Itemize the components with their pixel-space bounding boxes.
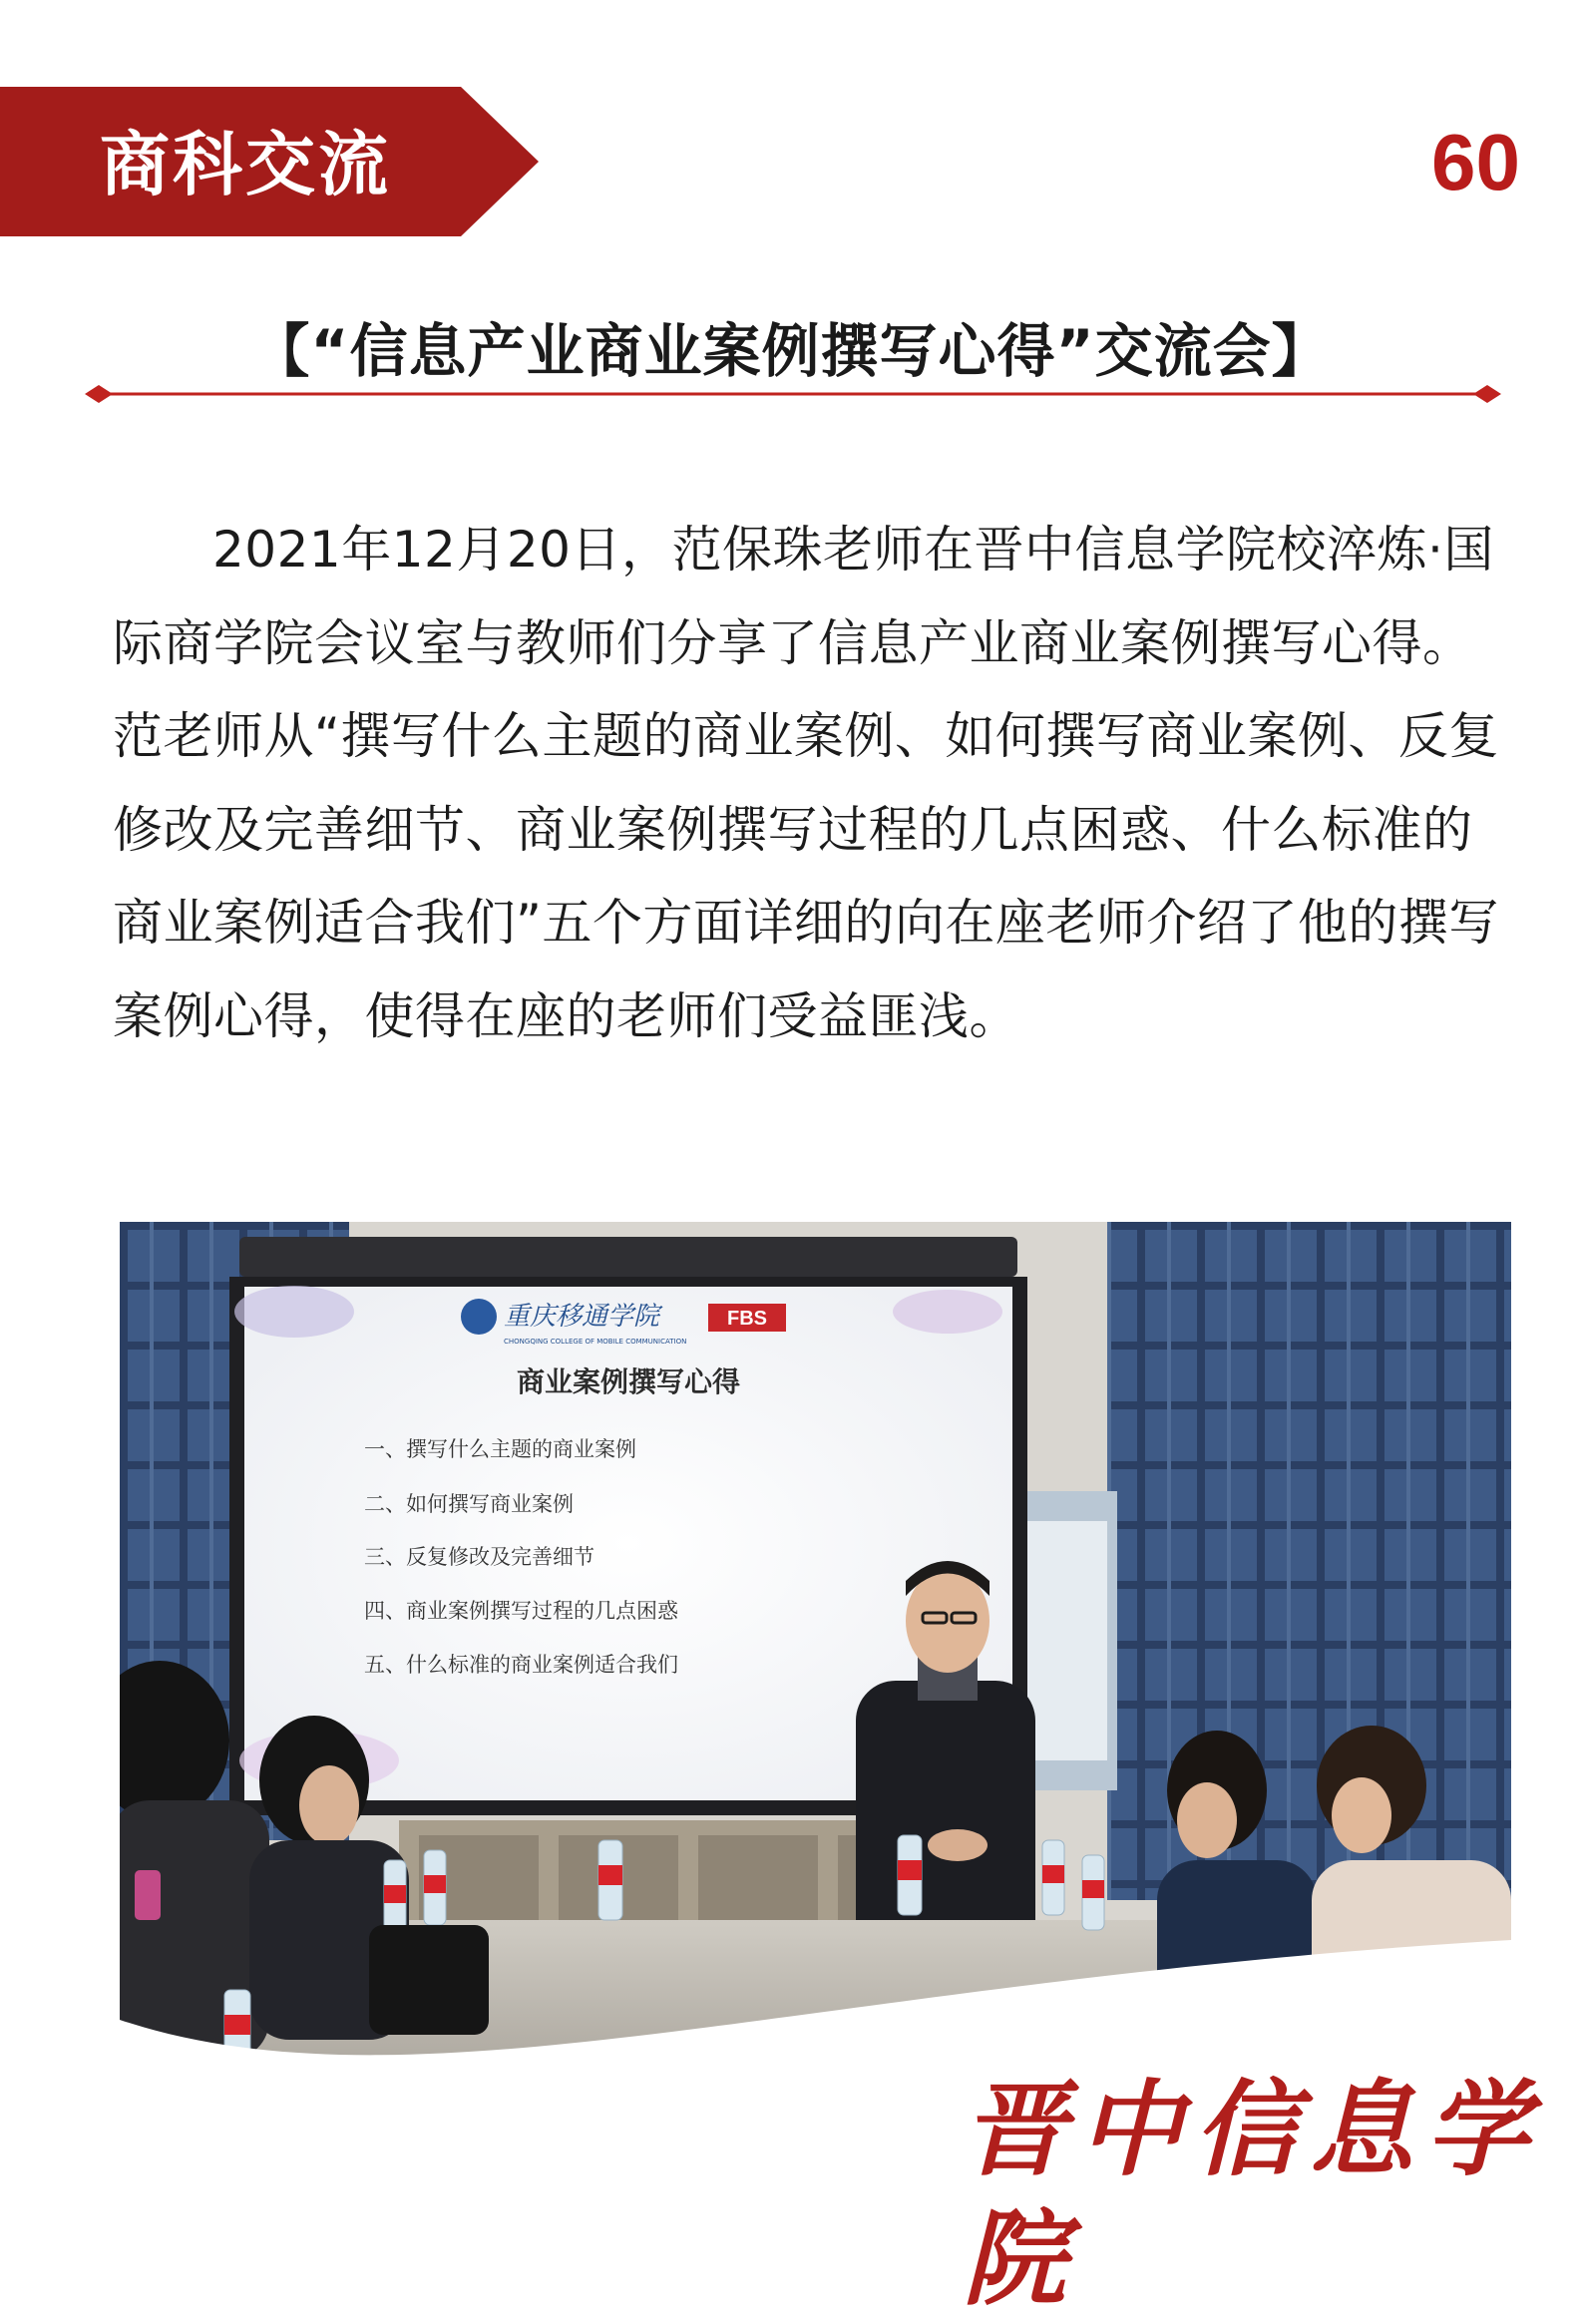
- slide-item: 二、如何撰写商业案例: [364, 1492, 574, 1516]
- slide-item: 五、什么标准的商业案例适合我们: [364, 1653, 678, 1677]
- slide-title: 商业案例撰写心得: [516, 1365, 741, 1398]
- article-title: 【“信息产业商业案例撰写心得”交流会】: [251, 317, 1331, 385]
- slide-partner-logo-text: FBS: [727, 1308, 767, 1330]
- projector-housing: [239, 1237, 1017, 1277]
- handbag: [369, 1925, 489, 2035]
- footer-school-name: 晋中信息学院: [963, 2068, 1542, 2320]
- article-body: 2021年12月20日，范保珠老师在晋中信息学院校淬炼·国际商学院会议室与教师们分享了信息产业商业案例撰写心得。范老师从“撰写什么主题的商业案例、如何撰写商业案例、反复修改及完善细节、商业案例撰写过程的几点困惑、什么标准的商业案例适合我们”五个方面详细的向在座老师介绍了他的撰写案例心得，使得在座的老师们受益匪浅。: [113, 521, 1499, 1045]
- title-divider: [85, 379, 1501, 409]
- slide-school-logo-text: 重庆移通学院: [504, 1302, 660, 1332]
- school-logo-icon: [461, 1299, 497, 1335]
- slide-item: 三、反复修改及完善细节: [364, 1545, 594, 1569]
- slide-item: 四、商业案例撰写过程的几点困惑: [364, 1599, 678, 1623]
- page-number: 60: [1431, 118, 1520, 206]
- section-label: 商科交流: [100, 123, 391, 205]
- event-photo: [120, 1222, 1511, 2090]
- slide-item: 一、撰写什么主题的商业案例: [364, 1437, 636, 1461]
- slide-school-logo-subtext: CHONGQING COLLEGE OF MOBILE COMMUNICATION: [504, 1338, 687, 1346]
